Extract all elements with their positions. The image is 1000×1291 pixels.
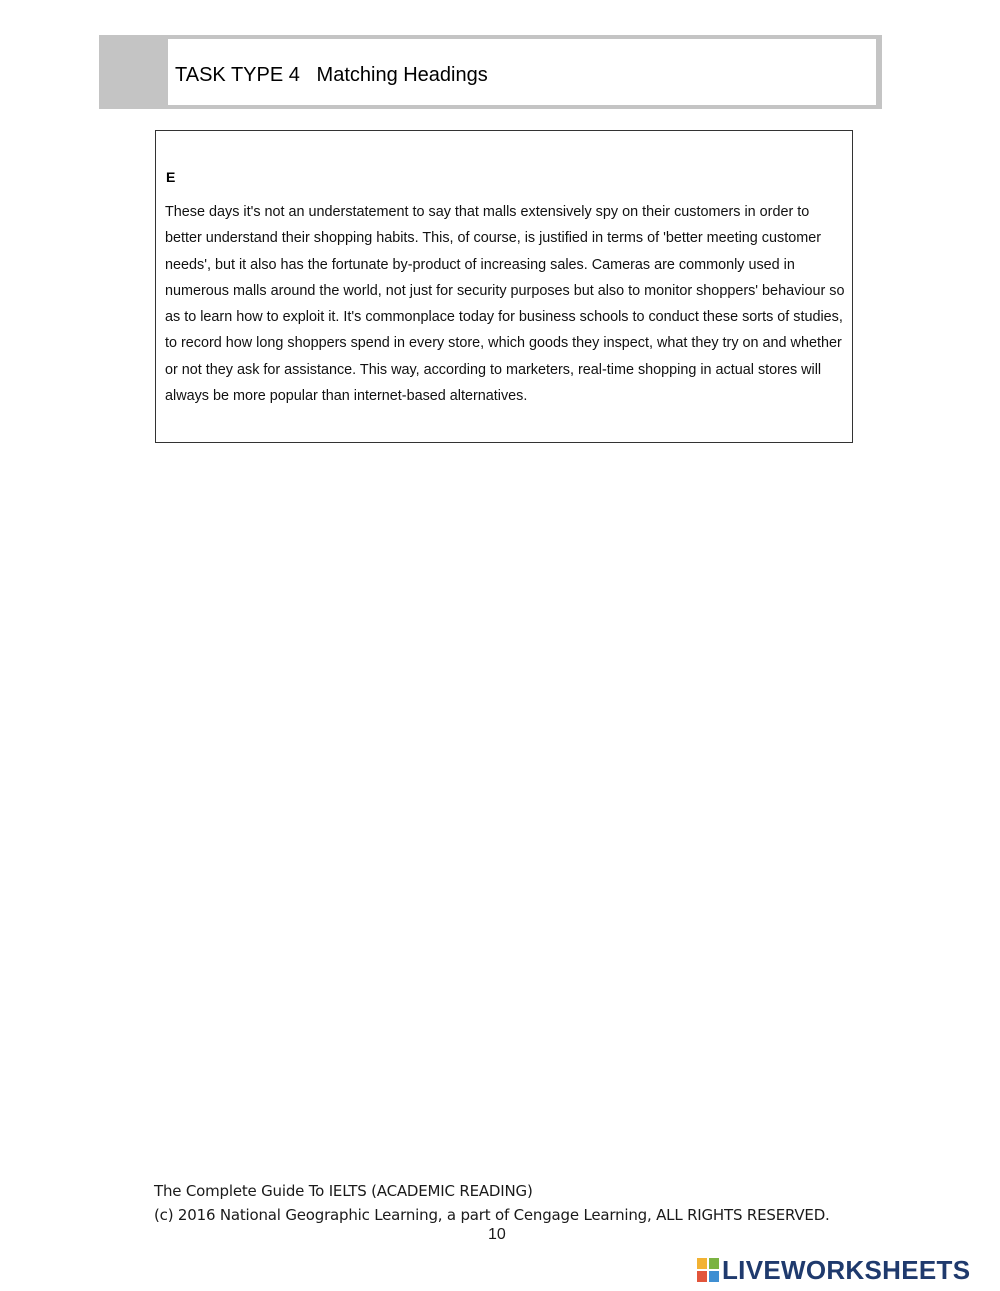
liveworksheets-logo-icon bbox=[697, 1258, 719, 1282]
liveworksheets-brand: LIVEWORKSHEETS bbox=[722, 1255, 971, 1285]
paragraph-text: These days it's not an understatement to say that malls extensively spy on their customers in order to better understand their shopping habits. This, of course, is justified in terms of 'better meeting customer needs', but it also has the fortunate by-product of increasing sales. Cameras are commonly used in numerous malls around the world, not just for security purposes but also to monitor shoppers' behaviour so as to learn how to exploit it. It's commonplace today for business schools to conduct these sorts of studies, to record how long shoppers spend in every store, which goods they inspect, what they try on and whether or not they ask for assistance. This way, according to marketers, real-time shopping in actual stores will always be more popular than internet-based alternatives. bbox=[165, 204, 845, 405]
header-title-box bbox=[168, 39, 876, 105]
page-number: 10 bbox=[488, 1226, 506, 1243]
footer-book-title: The Complete Guide To IELTS (ACADEMIC READING) bbox=[154, 1182, 533, 1200]
page-title: TASK TYPE 4 Matching Headings bbox=[175, 64, 488, 86]
liveworksheets-logo[interactable] bbox=[697, 1255, 970, 1285]
paragraph-letter: E bbox=[166, 169, 176, 185]
paragraph-box bbox=[155, 130, 853, 443]
header-banner bbox=[99, 35, 882, 109]
footer-copyright: (c) 2016 National Geographic Learning, a part of Cengage Learning, ALL RIGHTS RESERVED. bbox=[154, 1206, 830, 1224]
